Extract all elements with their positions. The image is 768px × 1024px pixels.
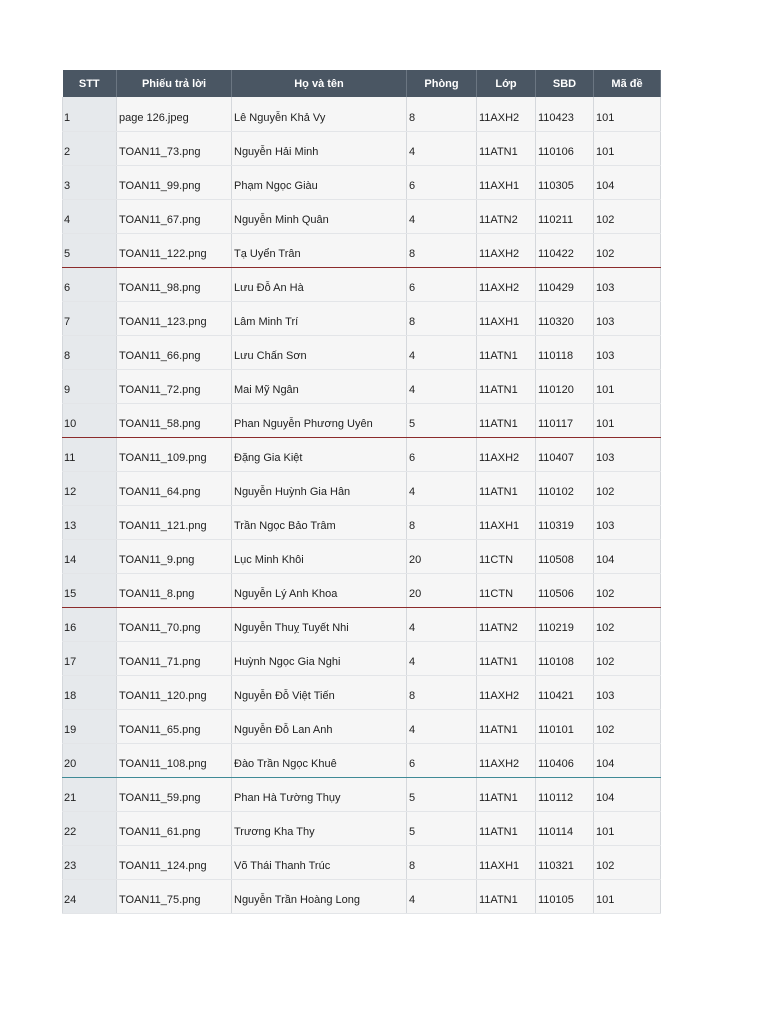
table-row[interactable] (63, 845, 661, 879)
cell-full-name[interactable]: Trương Kha Thy (232, 811, 407, 845)
cell-stt[interactable]: 7 (63, 301, 117, 335)
cell-class[interactable]: 11AXH2 (477, 743, 536, 777)
cell-stt[interactable]: 3 (63, 165, 117, 199)
cell-room[interactable]: 5 (407, 811, 477, 845)
cell-class[interactable]: 11ATN1 (477, 811, 536, 845)
cell-room[interactable]: 8 (407, 301, 477, 335)
cell-room[interactable]: 5 (407, 403, 477, 437)
cell-class[interactable]: 11AXH1 (477, 505, 536, 539)
cell-room[interactable]: 6 (407, 743, 477, 777)
cell-room[interactable]: 4 (407, 369, 477, 403)
cell-class[interactable]: 11ATN2 (477, 607, 536, 641)
cell-stt[interactable]: 24 (63, 879, 117, 913)
cell-answer-sheet[interactable]: TOAN11_108.png (117, 743, 232, 777)
cell-candidate-number[interactable]: 110305 (536, 165, 594, 199)
cell-stt[interactable]: 9 (63, 369, 117, 403)
cell-exam-code[interactable]: 103 (594, 335, 661, 369)
table-row[interactable] (63, 641, 661, 675)
cell-full-name[interactable]: Nguyễn Huỳnh Gia Hân (232, 471, 407, 505)
table-row[interactable] (63, 539, 661, 573)
cell-stt[interactable]: 2 (63, 131, 117, 165)
cell-full-name[interactable]: Phan Hà Tường Thụy (232, 777, 407, 811)
table-row[interactable] (63, 505, 661, 539)
cell-answer-sheet[interactable]: TOAN11_72.png (117, 369, 232, 403)
cell-stt[interactable]: 12 (63, 471, 117, 505)
column-header-candidate-number[interactable]: SBD (536, 70, 594, 97)
cell-room[interactable]: 4 (407, 641, 477, 675)
cell-full-name[interactable]: Đặng Gia Kiệt (232, 437, 407, 471)
cell-candidate-number[interactable]: 110508 (536, 539, 594, 573)
cell-full-name[interactable]: Nguyễn Đỗ Lan Anh (232, 709, 407, 743)
cell-class[interactable]: 11ATN1 (477, 641, 536, 675)
cell-stt[interactable]: 16 (63, 607, 117, 641)
table-row[interactable] (63, 233, 661, 267)
cell-room[interactable]: 4 (407, 607, 477, 641)
cell-answer-sheet[interactable]: TOAN11_65.png (117, 709, 232, 743)
cell-class[interactable]: 11ATN1 (477, 369, 536, 403)
cell-candidate-number[interactable]: 110219 (536, 607, 594, 641)
table-row[interactable] (63, 437, 661, 471)
table-row[interactable] (63, 301, 661, 335)
cell-answer-sheet[interactable]: TOAN11_8.png (117, 573, 232, 607)
cell-room[interactable]: 8 (407, 97, 477, 131)
cell-full-name[interactable]: Trần Ngọc Bảo Trâm (232, 505, 407, 539)
cell-stt[interactable]: 10 (63, 403, 117, 437)
cell-stt[interactable]: 1 (63, 97, 117, 131)
cell-class[interactable]: 11CTN (477, 539, 536, 573)
cell-class[interactable]: 11ATN1 (477, 709, 536, 743)
cell-full-name[interactable]: Lưu Đỗ An Hà (232, 267, 407, 301)
table-row[interactable] (63, 97, 661, 131)
cell-room[interactable]: 4 (407, 335, 477, 369)
cell-exam-code[interactable]: 101 (594, 811, 661, 845)
cell-exam-code[interactable]: 102 (594, 845, 661, 879)
table-row[interactable] (63, 879, 661, 913)
cell-class[interactable]: 11AXH2 (477, 675, 536, 709)
cell-stt[interactable]: 14 (63, 539, 117, 573)
cell-candidate-number[interactable]: 110211 (536, 199, 594, 233)
cell-candidate-number[interactable]: 110319 (536, 505, 594, 539)
column-header-exam-code[interactable]: Mã đề (594, 70, 661, 97)
cell-exam-code[interactable]: 104 (594, 743, 661, 777)
table-row[interactable] (63, 267, 661, 301)
cell-stt[interactable]: 17 (63, 641, 117, 675)
table-body (63, 97, 661, 913)
cell-class[interactable]: 11AXH2 (477, 267, 536, 301)
column-header-room[interactable]: Phòng (407, 70, 477, 97)
cell-candidate-number[interactable]: 110422 (536, 233, 594, 267)
cell-room[interactable]: 6 (407, 267, 477, 301)
table-row[interactable] (63, 573, 661, 607)
cell-room[interactable]: 4 (407, 199, 477, 233)
cell-full-name[interactable]: Nguyễn Hải Minh (232, 131, 407, 165)
cell-answer-sheet[interactable]: TOAN11_64.png (117, 471, 232, 505)
cell-full-name[interactable]: Nguyễn Thuỵ Tuyết Nhi (232, 607, 407, 641)
cell-full-name[interactable]: Phạm Ngọc Giàu (232, 165, 407, 199)
cell-exam-code[interactable]: 102 (594, 471, 661, 505)
table-row[interactable] (63, 403, 661, 437)
cell-stt[interactable]: 22 (63, 811, 117, 845)
cell-room[interactable]: 8 (407, 845, 477, 879)
table-header (63, 70, 661, 97)
cell-class[interactable]: 11ATN1 (477, 777, 536, 811)
cell-candidate-number[interactable]: 110105 (536, 879, 594, 913)
cell-answer-sheet[interactable]: TOAN11_9.png (117, 539, 232, 573)
cell-answer-sheet[interactable]: TOAN11_120.png (117, 675, 232, 709)
cell-exam-code[interactable]: 103 (594, 301, 661, 335)
column-header-full-name[interactable]: Họ và tên (232, 70, 407, 97)
cell-exam-code[interactable]: 102 (594, 607, 661, 641)
column-header-stt[interactable]: STT (63, 70, 117, 97)
cell-stt[interactable]: 4 (63, 199, 117, 233)
cell-class[interactable]: 11ATN1 (477, 879, 536, 913)
cell-candidate-number[interactable]: 110321 (536, 845, 594, 879)
cell-answer-sheet[interactable]: TOAN11_98.png (117, 267, 232, 301)
cell-class[interactable]: 11ATN1 (477, 335, 536, 369)
cell-stt[interactable]: 8 (63, 335, 117, 369)
header-row (63, 70, 661, 97)
cell-answer-sheet[interactable]: TOAN11_61.png (117, 811, 232, 845)
cell-full-name[interactable]: Lưu Chấn Sơn (232, 335, 407, 369)
cell-full-name[interactable]: Đào Trần Ngọc Khuê (232, 743, 407, 777)
cell-candidate-number[interactable]: 110114 (536, 811, 594, 845)
cell-stt[interactable]: 20 (63, 743, 117, 777)
cell-stt[interactable]: 23 (63, 845, 117, 879)
cell-answer-sheet[interactable]: TOAN11_122.png (117, 233, 232, 267)
cell-room[interactable]: 8 (407, 675, 477, 709)
cell-exam-code[interactable]: 104 (594, 165, 661, 199)
cell-full-name[interactable]: Phan Nguyễn Phương Uyên (232, 403, 407, 437)
cell-class[interactable]: 11AXH1 (477, 301, 536, 335)
cell-answer-sheet[interactable]: TOAN11_121.png (117, 505, 232, 539)
cell-room[interactable]: 6 (407, 437, 477, 471)
cell-candidate-number[interactable]: 110423 (536, 97, 594, 131)
cell-room[interactable]: 20 (407, 573, 477, 607)
table-row[interactable] (63, 607, 661, 641)
cell-candidate-number[interactable]: 110320 (536, 301, 594, 335)
cell-candidate-number[interactable]: 110102 (536, 471, 594, 505)
cell-class[interactable]: 11AXH2 (477, 97, 536, 131)
cell-answer-sheet[interactable]: page 126.jpeg (117, 97, 232, 131)
cell-answer-sheet[interactable]: TOAN11_58.png (117, 403, 232, 437)
cell-room[interactable]: 8 (407, 233, 477, 267)
cell-class[interactable]: 11AXH1 (477, 165, 536, 199)
cell-exam-code[interactable]: 102 (594, 233, 661, 267)
cell-answer-sheet[interactable]: TOAN11_66.png (117, 335, 232, 369)
table-row[interactable] (63, 709, 661, 743)
cell-exam-code[interactable]: 101 (594, 131, 661, 165)
cell-candidate-number[interactable]: 110106 (536, 131, 594, 165)
cell-full-name[interactable]: Tạ Uyển Trân (232, 233, 407, 267)
cell-answer-sheet[interactable]: TOAN11_67.png (117, 199, 232, 233)
cell-candidate-number[interactable]: 110108 (536, 641, 594, 675)
cell-exam-code[interactable]: 103 (594, 437, 661, 471)
cell-answer-sheet[interactable]: TOAN11_70.png (117, 607, 232, 641)
cell-answer-sheet[interactable]: TOAN11_109.png (117, 437, 232, 471)
table-row[interactable] (63, 131, 661, 165)
answer-sheet-table (62, 70, 661, 914)
column-header-class[interactable]: Lớp (477, 70, 536, 97)
cell-class[interactable]: 11AXH2 (477, 437, 536, 471)
cell-stt[interactable]: 5 (63, 233, 117, 267)
cell-class[interactable]: 11ATN2 (477, 199, 536, 233)
cell-exam-code[interactable]: 101 (594, 97, 661, 131)
cell-room[interactable]: 8 (407, 505, 477, 539)
cell-room[interactable]: 4 (407, 709, 477, 743)
cell-full-name[interactable]: Mai Mỹ Ngân (232, 369, 407, 403)
cell-stt[interactable]: 18 (63, 675, 117, 709)
cell-candidate-number[interactable]: 110421 (536, 675, 594, 709)
cell-class[interactable]: 11AXH2 (477, 233, 536, 267)
cell-answer-sheet[interactable]: TOAN11_59.png (117, 777, 232, 811)
cell-full-name[interactable]: Lâm Minh Trí (232, 301, 407, 335)
cell-full-name[interactable]: Nguyễn Đỗ Việt Tiến (232, 675, 407, 709)
cell-stt[interactable]: 21 (63, 777, 117, 811)
cell-stt[interactable]: 6 (63, 267, 117, 301)
cell-full-name[interactable]: Nguyễn Lý Anh Khoa (232, 573, 407, 607)
cell-class[interactable]: 11ATN1 (477, 403, 536, 437)
cell-class[interactable]: 11AXH1 (477, 845, 536, 879)
cell-exam-code[interactable]: 103 (594, 505, 661, 539)
cell-class[interactable]: 11ATN1 (477, 471, 536, 505)
cell-candidate-number[interactable]: 110406 (536, 743, 594, 777)
cell-room[interactable]: 6 (407, 165, 477, 199)
cell-class[interactable]: 11ATN1 (477, 131, 536, 165)
cell-stt[interactable]: 15 (63, 573, 117, 607)
cell-candidate-number[interactable]: 110118 (536, 335, 594, 369)
cell-room[interactable]: 20 (407, 539, 477, 573)
cell-stt[interactable]: 11 (63, 437, 117, 471)
table-row[interactable] (63, 199, 661, 233)
cell-answer-sheet[interactable]: TOAN11_99.png (117, 165, 232, 199)
cell-class[interactable]: 11CTN (477, 573, 536, 607)
cell-exam-code[interactable]: 103 (594, 267, 661, 301)
cell-answer-sheet[interactable]: TOAN11_73.png (117, 131, 232, 165)
cell-full-name[interactable]: Huỳnh Ngọc Gia Nghi (232, 641, 407, 675)
cell-candidate-number[interactable]: 110101 (536, 709, 594, 743)
cell-room[interactable]: 4 (407, 131, 477, 165)
table-row[interactable] (63, 743, 661, 777)
table-row[interactable] (63, 335, 661, 369)
cell-candidate-number[interactable]: 110120 (536, 369, 594, 403)
table-row[interactable] (63, 777, 661, 811)
cell-answer-sheet[interactable]: TOAN11_123.png (117, 301, 232, 335)
cell-answer-sheet[interactable]: TOAN11_124.png (117, 845, 232, 879)
cell-candidate-number[interactable]: 110112 (536, 777, 594, 811)
cell-exam-code[interactable]: 102 (594, 641, 661, 675)
table-row[interactable] (63, 369, 661, 403)
cell-answer-sheet[interactable]: TOAN11_71.png (117, 641, 232, 675)
cell-full-name[interactable]: Lê Nguyễn Khả Vy (232, 97, 407, 131)
cell-exam-code[interactable]: 102 (594, 709, 661, 743)
cell-exam-code[interactable]: 104 (594, 539, 661, 573)
table-row[interactable] (63, 675, 661, 709)
cell-full-name[interactable]: Võ Thái Thanh Trúc (232, 845, 407, 879)
table-row[interactable] (63, 811, 661, 845)
cell-full-name[interactable]: Nguyễn Minh Quân (232, 199, 407, 233)
cell-room[interactable]: 4 (407, 471, 477, 505)
cell-exam-code[interactable]: 102 (594, 573, 661, 607)
table-row[interactable] (63, 471, 661, 505)
cell-exam-code[interactable]: 101 (594, 403, 661, 437)
cell-answer-sheet[interactable]: TOAN11_75.png (117, 879, 232, 913)
cell-exam-code[interactable]: 102 (594, 199, 661, 233)
cell-room[interactable]: 5 (407, 777, 477, 811)
cell-candidate-number[interactable]: 110506 (536, 573, 594, 607)
cell-exam-code[interactable]: 101 (594, 879, 661, 913)
cell-stt[interactable]: 19 (63, 709, 117, 743)
cell-exam-code[interactable]: 104 (594, 777, 661, 811)
cell-exam-code[interactable]: 101 (594, 369, 661, 403)
cell-candidate-number[interactable]: 110429 (536, 267, 594, 301)
cell-room[interactable]: 4 (407, 879, 477, 913)
cell-candidate-number[interactable]: 110117 (536, 403, 594, 437)
cell-candidate-number[interactable]: 110407 (536, 437, 594, 471)
column-header-answer-sheet[interactable]: Phiếu trả lời (117, 70, 232, 97)
cell-full-name[interactable]: Nguyễn Trần Hoàng Long (232, 879, 407, 913)
table-row[interactable] (63, 165, 661, 199)
cell-full-name[interactable]: Lục Minh Khôi (232, 539, 407, 573)
cell-exam-code[interactable]: 103 (594, 675, 661, 709)
cell-stt[interactable]: 13 (63, 505, 117, 539)
